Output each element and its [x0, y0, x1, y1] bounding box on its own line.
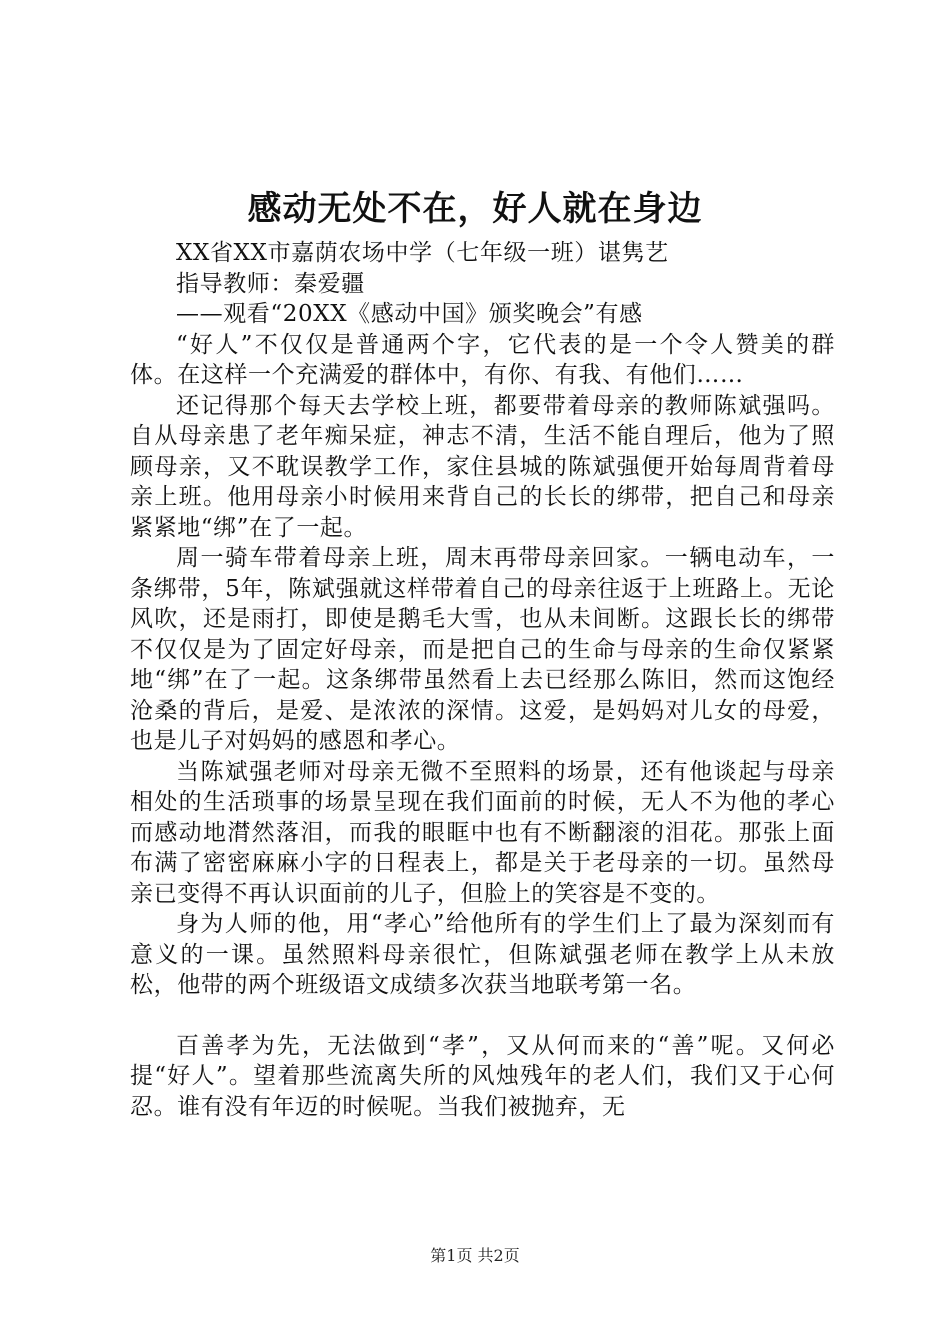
paragraph: 当陈斌强老师对母亲无微不至照料的场景，还有他谈起与母亲相处的生活琐事的场景呈现在我们面前的时候，无人不为他的孝心而感动地潸然落泪，而我的眼眶中也有不断翻滚的泪花。那张上面布满了密密麻麻小字的日程表上，都是关于老母亲的一切。虽然母亲已变得不再认识面前的儿子，但脸上的笑容是不变的。: [130, 758, 835, 907]
subtitle-line: ——观看“20XX《感动中国》颁奖晚会”有感: [176, 301, 643, 327]
document-body: [130, 238, 835, 1122]
paragraph: 周一骑车带着母亲上班，周末再带母亲回家。一辆电动车，一条绑带，5年，陈斌强就这样带着自己的母亲往返于上班路上。无论风吹，还是雨打，即使是鹅毛大雪，也从未间断。这跟长长的绑带不仅仅是为了固定好母亲，而是把自己的生命与母亲的生命仅紧紧地“绑”在了一起。这条绑带虽然看上去已经那么陈旧，然而这饱经沧桑的背后，是爱、是浓浓的深情。这爱，是妈妈对儿女的母爱，也是儿子对妈妈的感恩和孝心。: [130, 545, 835, 754]
teacher-line: 指导教师：秦爱疆: [176, 270, 365, 297]
paragraph: 百善孝为先，无法做到“孝”，又从何而来的“善”呢。又何必提“好人”。望着那些流离失所的风烛残年的老人们，我们又于心何忍。谁有没有年迈的时候呢。当我们被抛弃，无: [130, 1032, 835, 1120]
paragraph: “好人”不仅仅是普通两个字，它代表的是一个令人赞美的群体。在这样一个充满爱的群体中，有你、有我、有他们……: [130, 331, 835, 388]
paragraph: 还记得那个每天去学校上班，都要带着母亲的教师陈斌强吗。自从母亲患了老年痴呆症，神志不清，生活不能自理后，他为了照顾母亲，又不耽误教学工作，家住县城的陈斌强便开始每周背着母亲上班。他用母亲小时候用来背自己的长长的绑带，把自己和母亲紧紧地“绑”在了一起。: [130, 392, 835, 541]
document-title: 感动无处不在，好人就在身边: [247, 189, 703, 229]
paragraph-gap: [130, 1001, 835, 1031]
author-line: XX省XX市嘉荫农场中学（七年级一班）谌隽艺: [176, 240, 669, 266]
page-footer: 第1页 共2页: [430, 1246, 520, 1265]
paragraph: 身为人师的他，用“孝心”给他所有的学生们上了最为深刻而有意义的一课。虽然照料母亲很忙，但陈斌强老师在教学上从未放松，他带的两个班级语文成绩多次获当地联考第一名。: [130, 911, 835, 998]
